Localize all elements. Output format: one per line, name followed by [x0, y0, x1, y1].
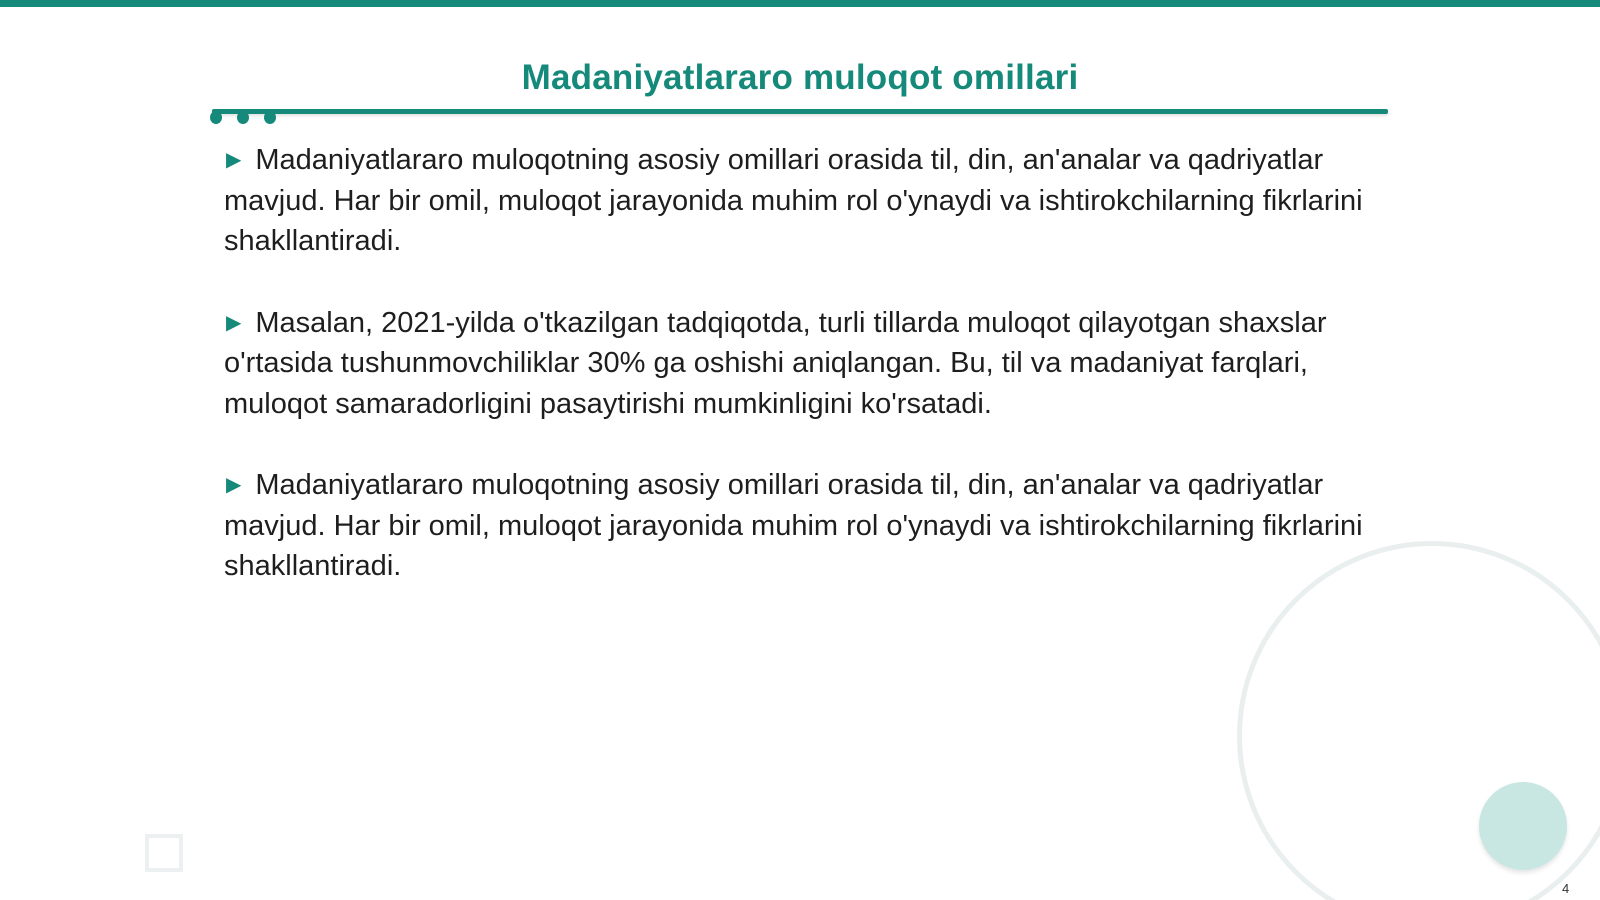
- page-number: 4: [1562, 881, 1570, 896]
- bullet-item: [224, 140, 1384, 262]
- square-decoration: [145, 834, 183, 872]
- triangle-bullet-icon: ▶: [226, 311, 242, 334]
- triangle-bullet-icon: ▶: [226, 474, 242, 496]
- bullet-list: [224, 140, 1384, 628]
- dot-decoration: [264, 111, 276, 124]
- bullet-item: [224, 303, 1384, 425]
- bullet-text: Madaniyatlararo muloqotning asosiy omillari orasida til, din, an'analar va qadriyatlar mavjud. Har bir omil, muloqot jarayonida muhim rol o'ynaydi va ishtirokchilarning fikrlarini shakllantiradi.: [224, 469, 1363, 582]
- dot-decoration: [210, 111, 222, 124]
- bullet-text: Madaniyatlararo muloqotning asosiy omillari orasida til, din, an'analar va qadriyatlar mavjud. Har bir omil, muloqot jarayonida muhim rol o'ynaydi va ishtirokchilarning fikrlarini shakllantiradi.: [224, 144, 1363, 257]
- circle-decoration: [1479, 782, 1567, 870]
- title-underline: [212, 109, 1388, 114]
- triangle-bullet-icon: ▶: [226, 149, 242, 171]
- dot-decoration: [237, 111, 249, 124]
- bullet-text: Masalan, 2021-yilda o'tkazilgan tadqiqotda, turli tillarda muloqot qilayotgan shaxslar o'rtasida tushunmovchiliklar 30% ga oshishi aniqlangan. Bu, til va madaniyat farqlari, muloqot samaradorligini pasaytirishi mumkinligini ko'rsatadi.: [224, 306, 1327, 420]
- slide-title: Madaniyatlararo muloqot omillari: [521, 58, 1079, 97]
- top-accent-bar: [0, 0, 1600, 7]
- title-dots-decoration: [210, 111, 280, 127]
- bullet-item: [224, 465, 1384, 587]
